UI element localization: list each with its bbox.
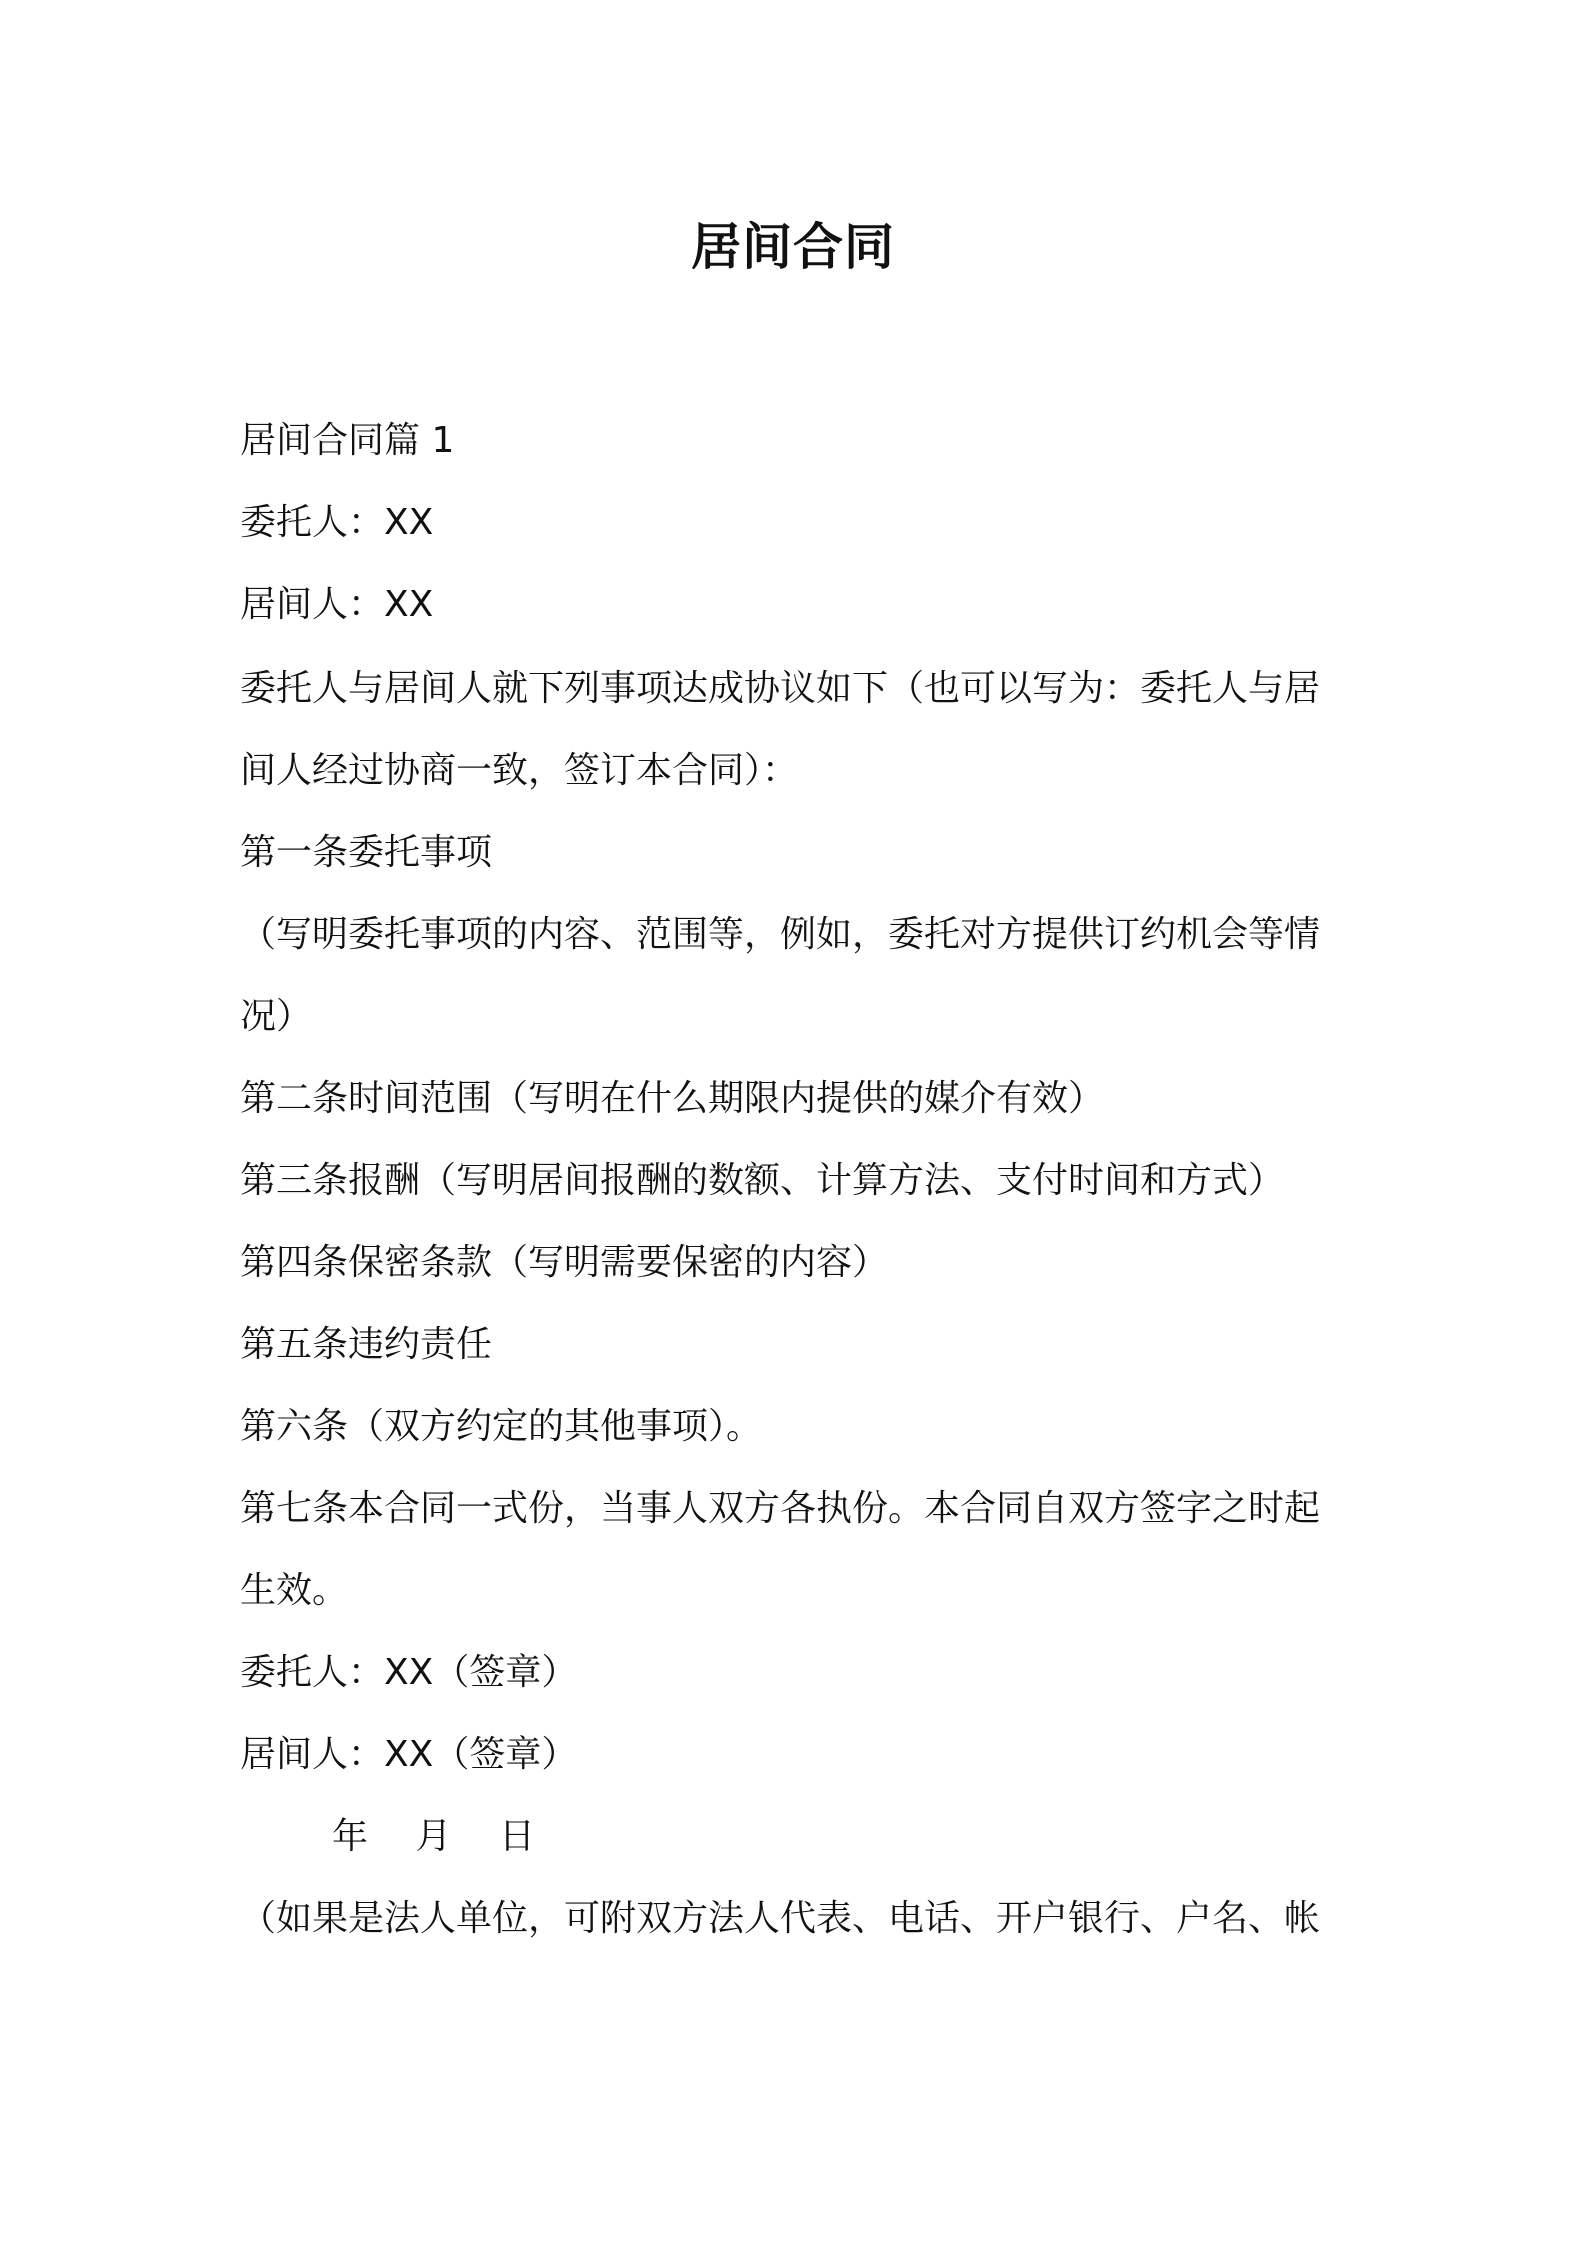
section-heading: 居间合同篇 1 <box>240 420 455 461</box>
document-body <box>240 400 1360 1960</box>
article-3: 第三条报酬（写明居间报酬的数额、计算方法、支付时间和方式） <box>240 1160 1285 1201</box>
principal-signature-line: 委托人：XX（签章） <box>240 1652 578 1693</box>
month-label: 月 <box>415 1816 452 1857</box>
article-1-description-continued: 况） <box>240 996 313 1037</box>
agreement-intro-line-continued: 间人经过协商一致，签订本合同）： <box>240 750 799 791</box>
article-5: 第五条违约责任 <box>240 1324 493 1365</box>
article-1-heading: 第一条委托事项 <box>240 832 493 873</box>
document-title: 居间合同 <box>691 218 895 276</box>
article-7: 第七条本合同一式份，当事人双方各执份。本合同自双方签字之时起 <box>240 1488 1321 1529</box>
intermediary-line: 居间人：XX <box>240 584 434 625</box>
article-6: 第六条（双方约定的其他事项）。 <box>240 1406 763 1447</box>
legal-entity-note: （如果是法人单位，可附双方法人代表、电话、开户银行、户名、帐 <box>240 1898 1321 1939</box>
agreement-intro-line: 委托人与居间人就下列事项达成协议如下（也可以写为：委托人与居 <box>240 668 1321 709</box>
principal-line: 委托人：XX <box>240 502 434 543</box>
intermediary-signature-line: 居间人：XX（签章） <box>240 1734 578 1775</box>
article-7-continued: 生效。 <box>240 1570 349 1611</box>
year-label: 年 <box>332 1816 369 1857</box>
day-label: 日 <box>498 1816 535 1857</box>
date-line <box>240 1796 1360 1878</box>
article-4: 第四条保密条款（写明需要保密的内容） <box>240 1242 889 1283</box>
article-2: 第二条时间范围（写明在什么期限内提供的媒介有效） <box>240 1078 1105 1119</box>
article-1-description: （写明委托事项的内容、范围等，例如，委托对方提供订约机会等情 <box>240 914 1321 955</box>
